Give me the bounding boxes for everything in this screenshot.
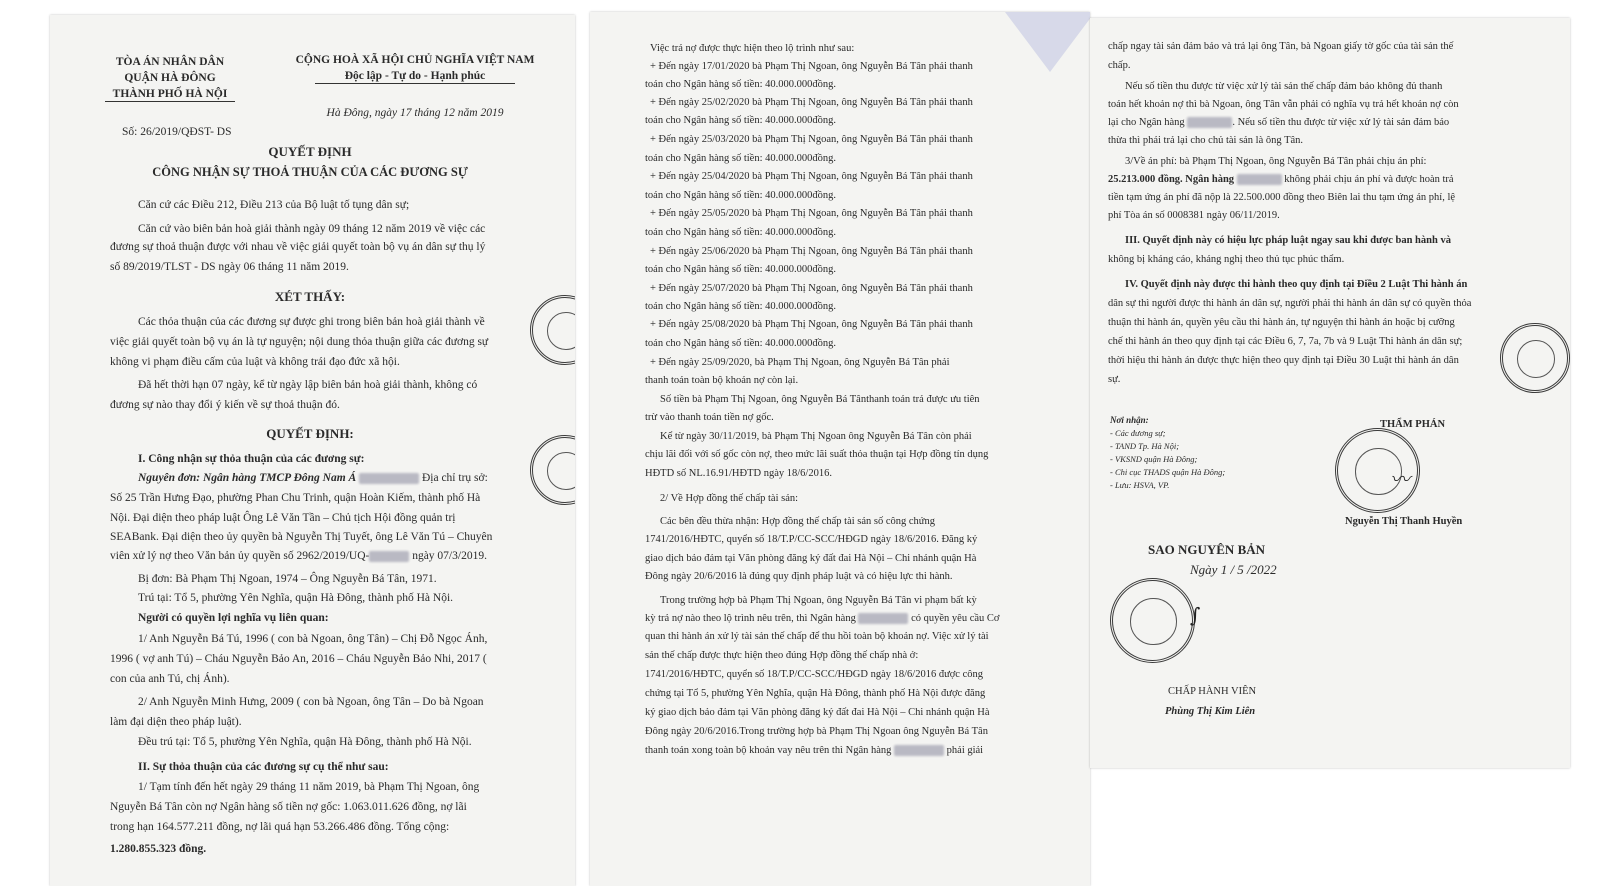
body-line: 2/ Anh Nguyễn Minh Hưng, 2009 ( con bà Ngoan, ông Tân – Do bà Ngoan [138, 696, 484, 708]
body-line: làm đại diện theo pháp luật). [110, 716, 242, 728]
officer-signature: ∫ [1190, 603, 1201, 627]
body-line: Số tiền bà Phạm Thị Ngoan, ông Nguyễn Bá Tânthanh toán trả được ưu tiên [660, 394, 980, 405]
body-line: sự. [1108, 374, 1121, 385]
body-line: Trong trường hợp bà Phạm Thị Ngoan, ông Nguyễn Bá Tân vi phạm bất kỳ [660, 595, 977, 606]
copy-date: Ngày 1 / 5 /2022 [1190, 562, 1277, 577]
body-line: HĐTD số NL.16.91/HĐTD ngày 18/6/2016. [645, 468, 832, 479]
body-line: 1/ Tạm tính đến hết ngày 29 tháng 11 năm 2019, bà Phạm Thị Ngoan, ông [138, 781, 480, 793]
body-line: chịu lãi đối với số gốc còn nợ, theo mức lãi suất thỏa thuận tại Hợp đồng tín dụng [645, 449, 989, 460]
body-line: quan thi hành án xử lý tài sản thế chấp để thu hồi toàn bộ khoản nợ. Việc xử lý tài [645, 631, 989, 642]
motto: Độc lập - Tự do - Hạnh phúc [315, 69, 515, 84]
body-line: Căn cứ các Điều 212, Điều 213 của Bộ luật tố tụng dân sự; [138, 199, 410, 211]
body-line: lại cho Ngân hàng . Nếu số tiền thu được từ việc xử lý tài sản đảm bảo [1108, 117, 1450, 128]
body-line: dân sự thì người được thi hành án dân sự, người phải thi hành án dân sự có quyền thỏa [1108, 298, 1472, 309]
paper-fold [1005, 12, 1090, 72]
body-line: thời hiệu thi hành án được thực hiện theo quy định tại Điều 30 Luật thi hành án dân [1108, 355, 1459, 366]
judge-title: THẨM PHÁN [1380, 419, 1446, 430]
document-date: Hà Đông, ngày 17 tháng 12 năm 2019 [326, 107, 504, 119]
body-line: Đông ngày 20/6/2016 là đúng quy định pháp luật và có hiệu lực thi hành. [645, 571, 953, 582]
officer-name: Phùng Thị Kim Liên [1165, 706, 1256, 717]
body-line: III. Quyết định này có hiệu lực pháp luật ngay sau khi được ban hành và [1125, 235, 1451, 246]
body-line: Nếu số tiền thu được từ việc xử lý tài sản thế chấp đảm bảo không đủ thanh [1125, 81, 1443, 92]
document-number: Số: 26/2019/QĐST- DS [122, 126, 232, 138]
redacted-text [359, 473, 419, 484]
body-line: toán cho Ngân hàng số tiền: 40.000.000đồng. [645, 115, 837, 126]
copy-stamp: SAO NGUYÊN BẢN [1148, 542, 1266, 557]
body-line: không vi phạm điều cấm của luật và không trái đạo đức xã hội. [110, 356, 400, 368]
body-line: + Đến ngày 25/09/2020, bà Phạm Thị Ngoan, ông Nguyễn Bá Tân phải [650, 357, 950, 368]
body-line: + Đến ngày 25/08/2020 bà Phạm Thị Ngoan, ông Nguyễn Bá Tân phải thanh [650, 319, 973, 330]
body-line: + Đến ngày 25/02/2020 bà Phạm Thị Ngoan, ông Nguyễn Bá Tân phải thanh [650, 97, 973, 108]
document-page-1 [50, 15, 575, 886]
body-line: + Đến ngày 25/05/2020 bà Phạm Thị Ngoan, ông Nguyễn Bá Tân phải thanh [650, 208, 973, 219]
redacted-text [1237, 174, 1282, 185]
body-line: 1.280.855.323 đồng. [110, 843, 207, 855]
body-line: đương sự nào thay đổi ý kiến về sự thoả thuận đó. [110, 399, 340, 411]
body-line: toán cho Ngân hàng số tiền: 40.000.000đồng. [645, 227, 837, 238]
body-line: phí Tòa án số 0008381 ngày 06/11/2019. [1108, 210, 1280, 221]
recipient-item: - Lưu: HSVA, VP. [1110, 480, 1170, 490]
court-seal-fragment [530, 295, 575, 365]
body-line: Kể từ ngày 30/11/2019, bà Phạm Thị Ngoan ông Nguyễn Bá Tân còn phải [660, 431, 972, 442]
body-line: số 89/2019/TLST - DS ngày 06 tháng 11 năm 2019. [110, 261, 349, 273]
court-name-line1: TÒA ÁN NHÂN DÂN [115, 56, 225, 68]
body-line: thừa thì phải trả lại cho chủ tài sản là ông Tân. [1108, 135, 1304, 146]
body-line: chấp ngay tài sản đảm bảo và trả lại ông Tân, bà Ngoan giấy tờ gốc của tài sản thế [1108, 41, 1454, 52]
body-line: Nội. Đại diện theo pháp luật Ông Lê Văn Tần – Chủ tịch Hội đồng quản trị [110, 512, 456, 524]
body-line: Đều trú tại: Tổ 5, phường Yên Nghĩa, quận Hà Đông, thành phố Hà Nội. [138, 736, 472, 748]
recipients-title: Nơi nhận: [1110, 415, 1149, 425]
recipient-item: - Các đương sự; [1110, 428, 1166, 438]
body-line: sản thế chấp được thực hiện theo đúng Hợp đồng thế chấp nhà ở: [645, 650, 919, 661]
body-line: Nguyễn Bá Tân còn nợ Ngân hàng số tiền nợ gốc: 1.063.011.626 đồng, nợ lãi [110, 801, 467, 813]
court-name-line3: THÀNH PHỐ HÀ NỘI [105, 87, 235, 102]
body-line: chứng tại Tổ 5, phường Yên Nghĩa, quận Hà Đông, thành phố Hà Nội được đăng [645, 688, 986, 699]
body-line: I. Công nhận sự thỏa thuận của các đương sự: [138, 453, 365, 465]
redacted-text [1187, 117, 1232, 128]
body-line: 1/ Anh Nguyễn Bá Tú, 1996 ( con bà Ngoan, ông Tân) – Chị Đỗ Ngọc Ánh, [138, 633, 488, 645]
body-line: 25.213.000 đồng. Ngân hàng không phải chịu án phí và được hoàn trả [1108, 174, 1454, 185]
body-line: toán cho Ngân hàng số tiền: 40.000.000đồng. [645, 301, 837, 312]
body-line: con của anh Tú, chị Ánh). [110, 673, 230, 685]
body-line: đương sự thoả thuận được với nhau về việc giải quyết toàn bộ vụ án dân sự thụ lý [110, 241, 486, 253]
document-title: QUYẾT ĐỊNH [268, 144, 352, 159]
body-line: Việc trả nợ được thực hiện theo lộ trình như sau: [650, 43, 855, 54]
body-line: ký giao dịch bảo đảm tại Văn phòng đăng ký đất đai Hà Nội – Chi nhánh quận Hà [645, 707, 990, 718]
body-line: viên xử lý nợ theo Văn bản ủy quyền số 2962/2019/UQ- ngày 07/3/2019. [110, 550, 487, 562]
body-line: IV. Quyết định này được thi hành theo quy định tại Điều 2 Luật Thi hành án [1125, 279, 1468, 290]
document-page-2 [590, 12, 1090, 886]
body-line: 2/ Về Hợp đồng thế chấp tài sản: [660, 493, 799, 504]
body-line: thanh toán toàn bộ khoản nợ còn lại. [645, 375, 799, 386]
body-line: trong hạn 164.577.211 đồng, nợ lãi quá hạn 53.266.486 đồng. Tổng cộng: [110, 821, 450, 833]
body-line: Số 25 Trần Hưng Đạo, phường Phan Chu Trinh, quận Hoàn Kiếm, thành phố Hà [110, 492, 481, 504]
body-line: Đông ngày 20/6/2016.Trong trường hợp bà Phạm Thị Ngoan ông Nguyễn Bá Tân [645, 726, 988, 737]
judge-name: Nguyễn Thị Thanh Huyền [1345, 516, 1463, 527]
body-line: Bị đơn: Bà Phạm Thị Ngoan, 1974 – Ông Nguyễn Bá Tân, 1971. [138, 573, 437, 585]
body-line: tiền tạm ứng án phí đã nộp là 22.500.000 đồng theo Biên lai thu tạm ứng án phí, lệ [1108, 192, 1456, 203]
body-line: SEABank. Đại diện theo ủy quyền bà Nguyễn Thị Tuyết, ông Lê Văn Tú – Chuyên [110, 531, 493, 543]
body-line: giao dịch bảo đảm tại Văn phòng đăng ký đất đai Hà Nội – Chi nhánh quận Hà [645, 553, 977, 564]
body-line: Căn cứ vào biên bản hoà giải thành ngày 09 tháng 12 năm 2019 về việc các [138, 223, 486, 235]
court-name-line2: QUẬN HÀ ĐÔNG [124, 72, 216, 84]
body-line: Người có quyền lợi nghĩa vụ liên quan: [138, 612, 329, 624]
judge-signature: 〰 [1390, 467, 1410, 491]
redacted-text [858, 613, 908, 624]
body-line: chấp. [1108, 60, 1131, 71]
body-line: + Đến ngày 25/07/2020 bà Phạm Thị Ngoan, ông Nguyễn Bá Tân phải thanh [650, 283, 973, 294]
body-line: không bị kháng cáo, kháng nghị theo thủ tục phúc thẩm. [1108, 254, 1345, 265]
republic-header: CỘNG HOÀ XÃ HỘI CHỦ NGHĨA VIỆT NAM [295, 54, 535, 66]
document-page-3 [1090, 18, 1570, 768]
court-seal-fragment [530, 435, 575, 505]
body-line: toán hết khoản nợ thì bà Ngoan, ông Tân vẫn phải có nghĩa vụ trả hết khoản nợ còn [1108, 99, 1459, 110]
body-line: toán cho Ngân hàng số tiền: 40.000.000đồng. [645, 79, 837, 90]
recipient-item: - VKSND quận Hà Đông; [1110, 454, 1198, 464]
redacted-text [369, 551, 409, 562]
body-line: thuận thi hành án, quyền yêu cầu thi hành án, tự nguyện thi hành án hoặc bị cưỡng [1108, 317, 1455, 328]
body-line: Các bên đều thừa nhận: Hợp đồng thế chấp tài sản số công chứng [660, 516, 935, 527]
section-heading: QUYẾT ĐỊNH: [266, 426, 354, 441]
section-heading: XÉT THẤY: [274, 289, 346, 304]
officer-title: CHẤP HÀNH VIÊN [1168, 686, 1257, 697]
body-line: toán cho Ngân hàng số tiền: 40.000.000đồng. [645, 338, 837, 349]
body-line: Các thỏa thuận của các đương sự được ghi trong biên bản hoà giải thành về [138, 316, 485, 328]
body-line: Đã hết thời hạn 07 ngày, kể từ ngày lập biên bản hoà giải thành, không có [138, 379, 478, 391]
enforcement-seal [1110, 578, 1195, 663]
body-line: trừ vào thanh toán tiền nợ gốc. [645, 412, 774, 423]
body-line: 3/Về án phí: bà Phạm Thị Ngoan, ông Nguyễn Bá Tân phải chịu án phí: [1125, 156, 1427, 167]
body-line: + Đến ngày 25/06/2020 bà Phạm Thị Ngoan, ông Nguyễn Bá Tân phải thanh [650, 246, 973, 257]
body-line: Trú tại: Tổ 5, phường Yên Nghĩa, quận Hà Đông, thành phố Hà Nội. [138, 592, 454, 604]
court-seal-fragment [1500, 323, 1570, 393]
body-line: việc giải quyết toàn bộ vụ án là tự nguyện; nội dung thỏa thuận giữa các đương sự [110, 336, 489, 348]
body-line: toán cho Ngân hàng số tiền: 40.000.000đồng. [645, 190, 837, 201]
body-line: 1741/2016/HĐTC, quyển số 18/T.P/CC-SCC/HĐGD ngày 18/6/2016 được công [645, 669, 984, 680]
body-line: 1996 ( vợ anh Tú) – Cháu Nguyễn Bảo An, 2016 – Cháu Nguyễn Bảo Nhi, 2017 ( [110, 653, 487, 665]
recipient-item: - TAND Tp. Hà Nội; [1110, 441, 1180, 451]
body-line: chế thi hành án theo quy định tại các Điều 6, 7, 7a, 7b và 9 Luật Thi hành án dân sự; [1108, 336, 1463, 347]
body-line: 1741/2016/HĐTC, quyển số 18/T.P/CC-SCC/HĐGD ngày 18/6/2016. Đăng ký [645, 534, 978, 545]
body-line: + Đến ngày 25/03/2020 bà Phạm Thị Ngoan, ông Nguyễn Bá Tân phải thanh [650, 134, 973, 145]
body-line: Nguyên đơn: Ngân hàng TMCP Đông Nam Á Địa chỉ trụ sở: [138, 472, 488, 484]
recipient-item: - Chi cục THADS quận Hà Đông; [1110, 467, 1226, 477]
body-line: kỳ trả nợ nào theo lộ trình nêu trên, thì Ngân hàng có quyền yêu cầu Cơ [645, 613, 1000, 624]
redacted-text [894, 745, 944, 756]
body-line: II. Sự thỏa thuận của các đương sự cụ thể như sau: [138, 761, 389, 773]
body-line: toán cho Ngân hàng số tiền: 40.000.000đồng. [645, 264, 837, 275]
body-line: toán cho Ngân hàng số tiền: 40.000.000đồng. [645, 153, 837, 164]
body-line: thanh toán xong toàn bộ khoản vay nêu trên thì Ngân hàng phải giải [645, 745, 984, 756]
body-line: + Đến ngày 25/04/2020 bà Phạm Thị Ngoan, ông Nguyễn Bá Tân phải thanh [650, 171, 973, 182]
document-subtitle: CÔNG NHẬN SỰ THOẢ THUẬN CỦA CÁC ĐƯƠNG SỰ [152, 165, 468, 179]
body-line: + Đến ngày 17/01/2020 bà Phạm Thị Ngoan, ông Nguyễn Bá Tân phải thanh [650, 61, 973, 72]
